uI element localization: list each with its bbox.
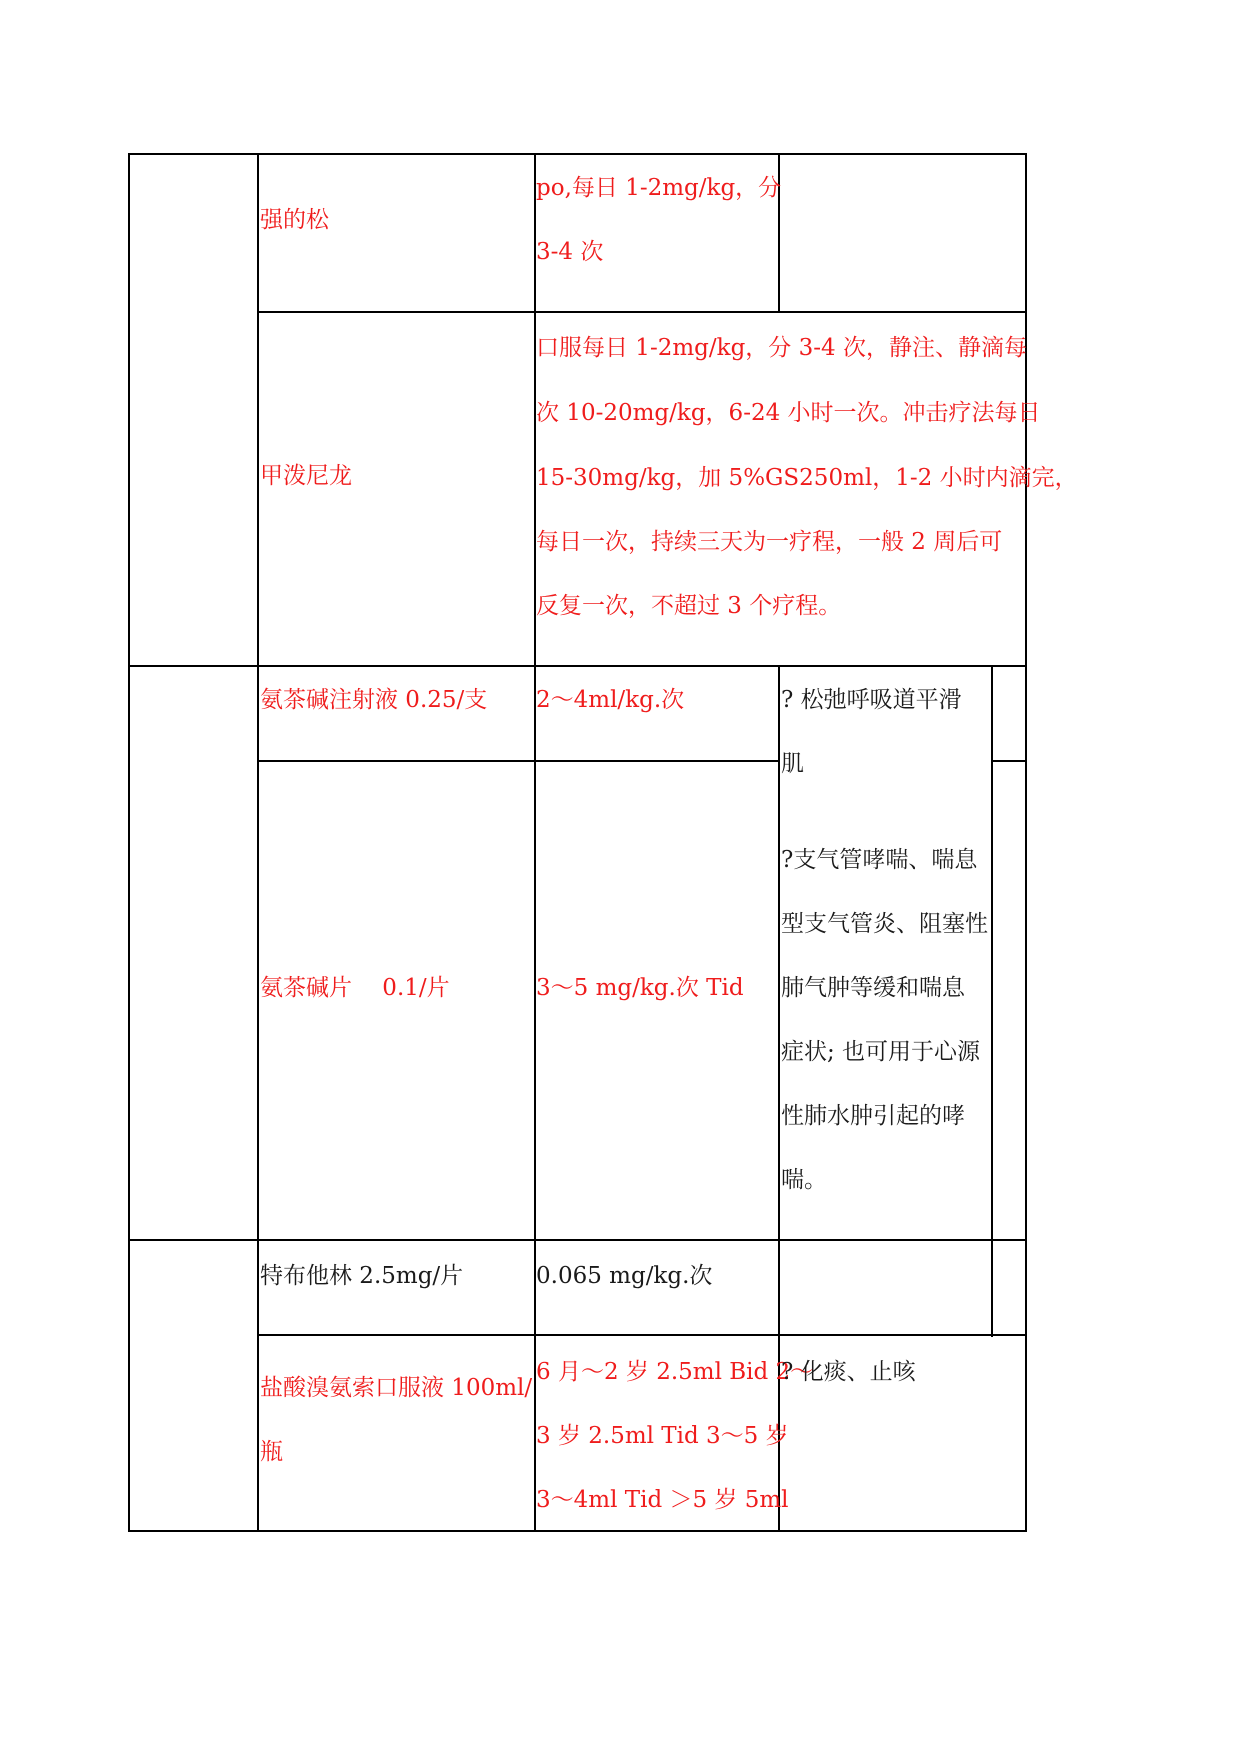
drug-name-terbutaline: 特布他林 2.5mg/片 [260, 1263, 464, 1289]
dose-methylpred-line-1: 口服每日 1-2mg/kg，分 3-4 次，静注、静滴每 [536, 335, 1027, 361]
section-divider-1 [128, 665, 1027, 667]
row-divider-1 [257, 311, 1027, 313]
col-divider-3-terb [778, 1239, 780, 1335]
dose-prednisone-line-2: 3-4 次 [536, 239, 604, 265]
drug-name-aminophylline-tablet: 氨茶碱片 0.1/片 [260, 975, 450, 1001]
dose-aminophylline-injection: 2～4ml/kg.次 [536, 687, 685, 713]
aminophylline-note-line-5: 型支气管炎、阻塞性 [781, 911, 988, 937]
dose-aminophylline-tablet: 3～5 mg/kg.次 Tid [536, 975, 744, 1001]
drug-name-methylprednisolone: 甲泼尼龙 [260, 463, 352, 489]
row-divider-amino-right [991, 760, 1027, 762]
drug-name-ambroxol-line-1: 盐酸溴氨索口服液 100ml/ [260, 1375, 533, 1401]
table-border-top [128, 153, 1027, 155]
note-ambroxol: ? 化痰、止咳 [781, 1359, 916, 1385]
aminophylline-note-line-2: 肌 [781, 751, 804, 777]
dose-ambroxol-line-3: 3～4ml Tid ＞5 岁 5ml [536, 1487, 789, 1513]
dose-ambroxol-line-2: 3 岁 2.5ml Tid 3～5 岁 [536, 1423, 789, 1449]
dose-prednisone-line-1: po,每日 1-2mg/kg，分 [536, 175, 782, 201]
row-divider-terb [257, 1334, 1027, 1336]
table-border-left [128, 153, 130, 1532]
aminophylline-note-line-9: 喘。 [781, 1167, 827, 1193]
dose-methylpred-line-4: 每日一次，持续三天为一疗程，一般 2 周后可 [536, 529, 1003, 555]
aminophylline-note-line-6: 肺气肿等缓和喘息 [781, 975, 965, 1001]
aminophylline-note-line-4: ?支气管哮喘、喘息 [781, 847, 978, 873]
col-divider-3-amino [778, 665, 780, 1337]
drug-name-prednisone: 强的松 [260, 207, 329, 233]
dose-ambroxol-line-1: 6 月～2 岁 2.5ml Bid 2～ [536, 1359, 814, 1385]
col-divider-1 [257, 153, 259, 1532]
dose-terbutaline: 0.065 mg/kg.次 [536, 1263, 713, 1289]
col-divider-4-terb [991, 1239, 993, 1335]
row-divider-amino-left [257, 760, 779, 762]
aminophylline-note-line-7: 症状; 也可用于心源 [781, 1039, 981, 1065]
aminophylline-note-line-1: ? 松弛呼吸道平滑 [781, 687, 962, 713]
drug-name-ambroxol-line-2: 瓶 [260, 1439, 283, 1465]
drug-name-aminophylline-injection: 氨茶碱注射液 0.25/支 [260, 687, 488, 713]
dose-methylpred-line-5: 反复一次，不超过 3 个疗程。 [536, 593, 842, 619]
aminophylline-note-line-8: 性肺水肿引起的哮 [781, 1103, 965, 1129]
dose-methylpred-line-3: 15-30mg/kg，加 5%GS250ml，1-2 小时内滴完， [536, 465, 1078, 491]
dose-methylpred-line-2: 次 10-20mg/kg，6-24 小时一次。冲击疗法每日 [536, 400, 1041, 426]
section-divider-2 [128, 1239, 1027, 1241]
col-divider-4-amino [991, 665, 993, 1337]
